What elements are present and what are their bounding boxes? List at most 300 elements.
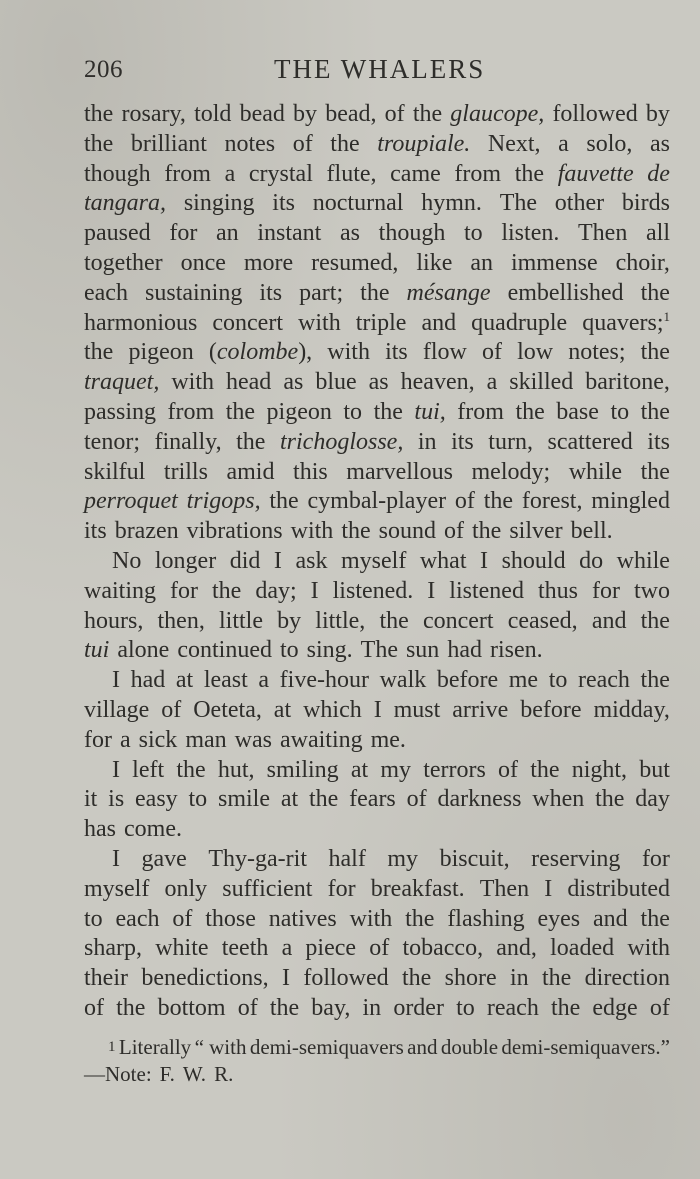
word: and: [593, 905, 628, 932]
word: immense: [510, 249, 598, 276]
word: for: [84, 726, 112, 753]
word: the: [515, 398, 545, 425]
word: double: [440, 1035, 499, 1059]
word: “ with: [194, 1035, 247, 1059]
word: of: [443, 518, 464, 545]
word: teeth: [221, 935, 269, 962]
word: thus: [537, 577, 578, 604]
word: to: [548, 667, 568, 694]
word: bead,: [325, 101, 377, 127]
word: my: [380, 756, 412, 783]
word: the: [116, 994, 146, 1021]
word: crystal: [248, 160, 313, 187]
word: like: [416, 249, 453, 276]
word: W.: [182, 1062, 207, 1086]
word: nocturnal: [312, 190, 404, 217]
text-line: [84, 696, 670, 726]
word: smiling: [266, 756, 339, 783]
word: the: [550, 994, 581, 1021]
word: the: [640, 667, 670, 694]
word: tobacco,: [402, 935, 484, 962]
text-line: [84, 875, 670, 905]
word: baritone,: [585, 369, 670, 396]
word: its: [451, 428, 474, 455]
word: the: [176, 756, 206, 783]
text-line: [84, 994, 670, 1024]
word: pigeon: [266, 398, 332, 425]
text-line: [84, 964, 670, 994]
word: bay,: [311, 994, 351, 1021]
word: smile: [218, 786, 270, 813]
word: my: [387, 845, 419, 872]
word: solo,: [586, 130, 633, 157]
word: walk: [379, 667, 427, 694]
word: in: [362, 994, 382, 1021]
word: of: [292, 130, 313, 157]
word: choir,: [615, 249, 670, 276]
footnote: [84, 1034, 670, 1088]
word: Literally: [118, 1035, 192, 1059]
word: only: [164, 875, 208, 902]
word: though: [84, 160, 151, 187]
word: listened.: [332, 577, 414, 604]
word: tui,: [414, 398, 446, 425]
word: its: [385, 339, 408, 366]
word: Then: [578, 220, 628, 247]
word: me.: [370, 726, 406, 753]
text-line: [84, 130, 670, 160]
word: an: [470, 249, 493, 276]
word: to: [84, 905, 103, 932]
word: biscuit,: [439, 845, 510, 872]
word: triple: [355, 309, 407, 336]
text-line: [84, 547, 670, 577]
footnote-line: [84, 1061, 670, 1088]
word: should: [501, 547, 566, 574]
word: tui: [84, 637, 110, 664]
word: skilful: [84, 458, 146, 485]
word: midday,: [593, 696, 670, 723]
word: troupiale.: [377, 130, 471, 157]
word: the: [211, 577, 242, 604]
word: vibrations: [186, 518, 283, 545]
word: listen.: [501, 220, 560, 247]
text-line: [84, 279, 670, 309]
word: with: [349, 905, 393, 932]
word: I: [310, 577, 319, 604]
word: the: [84, 130, 114, 157]
word: to: [610, 398, 630, 425]
text-line: [84, 249, 670, 279]
text-line: [84, 309, 670, 339]
word: and: [591, 607, 627, 634]
word: at: [273, 696, 292, 723]
word: cymbal-player: [307, 488, 447, 515]
word: left: [132, 756, 165, 783]
running-title: THE WHALERS: [274, 54, 486, 84]
word: breakfast.: [370, 875, 465, 902]
word: I: [112, 845, 120, 872]
word: brazen: [114, 518, 179, 545]
word: the: [225, 398, 256, 425]
word: melody;: [471, 458, 551, 485]
word: fauvette: [557, 160, 634, 187]
word: terrors: [423, 756, 486, 783]
word: —Note:: [84, 1062, 152, 1086]
word: to: [456, 994, 475, 1021]
word: its: [259, 279, 283, 306]
word: Then: [479, 875, 530, 902]
word: head: [226, 369, 272, 396]
text-line: [84, 905, 670, 935]
word: sound: [378, 518, 436, 545]
word: had: [130, 667, 166, 694]
word: the: [640, 339, 670, 366]
word: when: [532, 786, 585, 813]
word: was: [234, 726, 272, 753]
word: scattered: [547, 428, 633, 455]
word: its: [272, 190, 295, 217]
word: singing: [183, 190, 255, 217]
word: waiting: [84, 577, 156, 604]
word: The: [360, 637, 398, 664]
word: fears: [349, 786, 396, 813]
body-text: [84, 100, 670, 1024]
text-line: [84, 189, 670, 219]
text-line: [84, 219, 670, 249]
word: as: [339, 220, 360, 247]
word: of: [481, 339, 502, 366]
word: came: [390, 160, 441, 187]
word: risen.: [489, 637, 543, 664]
word: arrive: [452, 696, 509, 723]
word: in: [509, 965, 529, 992]
word: base: [556, 398, 599, 425]
word: is: [108, 786, 125, 813]
word: their: [84, 965, 128, 992]
word: while: [568, 458, 623, 485]
word: me: [508, 667, 539, 694]
footnote-number: 1: [108, 1039, 116, 1055]
word: before: [436, 667, 499, 694]
word: F.: [159, 1062, 175, 1086]
text-line: [84, 517, 670, 547]
word: village: [84, 696, 150, 723]
word: (colombe),: [208, 339, 313, 366]
word: flow: [422, 339, 467, 366]
word: least: [203, 667, 248, 694]
word: darkness: [437, 786, 522, 813]
word: an: [215, 220, 239, 247]
word: together: [84, 249, 163, 276]
word: de: [647, 160, 670, 187]
word: flute,: [326, 160, 377, 187]
word: [582, 309, 670, 339]
word: sick: [138, 726, 178, 753]
word: R.: [214, 1062, 234, 1086]
word: resumed,: [311, 249, 399, 276]
word: bead: [239, 101, 285, 127]
word: quavers;: [582, 309, 664, 336]
word: while: [616, 547, 670, 574]
word: had: [447, 637, 482, 664]
word: the: [640, 398, 670, 425]
word: The: [499, 190, 537, 217]
word: the: [269, 994, 300, 1021]
word: the: [236, 428, 266, 455]
footnote-marker: 1: [663, 308, 670, 324]
word: demi-semiquavers: [249, 1035, 404, 1059]
word: the: [360, 279, 390, 306]
word: tenor;: [84, 428, 140, 455]
word: it: [84, 786, 98, 813]
word: from: [167, 398, 215, 425]
word: two: [633, 577, 670, 604]
word: finally,: [154, 428, 222, 455]
word: longer: [154, 547, 217, 574]
word: reach: [577, 667, 630, 694]
word: continued: [177, 637, 272, 664]
word: tangara,: [84, 190, 167, 217]
word: Thy-ga-rit: [208, 845, 307, 872]
word: reserving: [531, 845, 621, 872]
word: turn,: [488, 428, 533, 455]
word: did: [229, 547, 261, 574]
word: the: [84, 339, 114, 366]
text-line: [84, 100, 670, 130]
word: quadruple: [471, 309, 568, 336]
word: for: [170, 577, 198, 604]
word: notes: [224, 130, 276, 157]
text-line: [84, 845, 670, 875]
text-line: [84, 666, 670, 696]
word: man: [185, 726, 227, 753]
word: white: [155, 935, 209, 962]
word: myself: [84, 875, 150, 902]
word: bell.: [570, 518, 613, 545]
word: those: [205, 905, 256, 932]
word: little,: [315, 607, 366, 634]
word: of: [649, 994, 670, 1021]
word: of: [406, 786, 427, 813]
word: gave: [141, 845, 187, 872]
word: of: [384, 101, 405, 127]
word: the: [514, 160, 545, 187]
word: and: [421, 309, 457, 336]
word: Next,: [487, 130, 541, 157]
word: the: [412, 101, 443, 127]
word: ask: [295, 547, 328, 574]
word: the: [542, 965, 572, 992]
word: has: [84, 816, 116, 843]
word: rosary,: [121, 101, 186, 127]
word: trills: [163, 458, 208, 485]
word: its: [84, 518, 107, 545]
running-head: [84, 52, 674, 88]
word: piece: [305, 935, 357, 962]
word: I: [480, 547, 489, 574]
word: I: [427, 577, 436, 604]
word: the: [405, 905, 435, 932]
word: before: [520, 696, 582, 723]
word: but: [639, 756, 670, 783]
word: a: [281, 935, 293, 962]
word: the: [471, 518, 502, 545]
word: heaven,: [400, 369, 475, 396]
word: bottom: [157, 994, 226, 1021]
text-line: [84, 577, 670, 607]
word: concert: [212, 309, 283, 336]
word: night,: [571, 756, 628, 783]
word: No: [112, 547, 142, 574]
word: hours,: [84, 607, 144, 634]
word: for: [641, 845, 670, 872]
word: edge: [592, 994, 638, 1021]
text-line: [84, 934, 670, 964]
word: mingled: [591, 488, 670, 515]
word: reach: [486, 994, 539, 1021]
word: day: [635, 786, 670, 813]
word: to: [279, 637, 299, 664]
word: the: [640, 905, 670, 932]
word: a: [258, 667, 270, 694]
word: to: [343, 398, 363, 425]
word: of: [84, 994, 104, 1021]
word: sing.: [306, 637, 353, 664]
word: part;: [299, 279, 344, 306]
word: mésange: [406, 279, 491, 306]
word: of: [498, 756, 519, 783]
word: from: [457, 398, 504, 425]
word: and,: [496, 935, 537, 962]
text-line: [84, 338, 670, 368]
word: instant: [257, 220, 322, 247]
word: hut,: [217, 756, 255, 783]
word: the: [640, 458, 670, 485]
word: the: [640, 607, 670, 634]
word: myself: [340, 547, 407, 574]
word: in: [417, 428, 437, 455]
word: the: [373, 398, 403, 425]
word: embellished: [507, 279, 624, 306]
text-line: [84, 726, 670, 756]
word: sun: [405, 637, 440, 664]
word: paused: [84, 220, 151, 247]
word: do: [579, 547, 604, 574]
word: natives: [268, 905, 337, 932]
word: five-hour: [279, 667, 369, 694]
word: followed: [552, 101, 638, 127]
word: with: [290, 518, 334, 545]
word: as: [283, 369, 304, 396]
word: I: [281, 965, 290, 992]
word: to: [464, 220, 483, 247]
word: by: [293, 101, 318, 127]
word: the: [401, 965, 432, 992]
text-line: [84, 636, 670, 666]
word: more: [243, 249, 294, 276]
word: the: [341, 518, 371, 545]
word: of: [161, 696, 182, 723]
word: direction: [584, 965, 670, 992]
word: silver: [509, 518, 563, 545]
word: come.: [124, 816, 182, 843]
word: for: [327, 875, 356, 902]
word: at: [175, 667, 194, 694]
text-line: [84, 368, 670, 398]
word: distributed: [567, 875, 670, 902]
text-line: [84, 398, 670, 428]
word: the: [308, 786, 339, 813]
word: of: [369, 935, 390, 962]
word: flashing: [447, 905, 525, 932]
word: half: [328, 845, 366, 872]
word: of: [237, 994, 258, 1021]
word: I: [373, 696, 382, 723]
word: passing: [84, 398, 156, 425]
word: must: [393, 696, 441, 723]
word: benedictions,: [141, 965, 269, 992]
word: I: [273, 547, 282, 574]
word: awaiting: [279, 726, 363, 753]
word: of: [172, 905, 193, 932]
word: trichoglosse,: [280, 428, 404, 455]
word: glaucope,: [450, 101, 545, 127]
text-line: [84, 160, 670, 190]
word: birds: [621, 190, 670, 217]
text-line: [84, 756, 670, 786]
word: easy: [135, 786, 178, 813]
text-line: [84, 785, 670, 815]
word: pigeon: [128, 339, 194, 366]
word: eyes: [537, 905, 581, 932]
word: little: [218, 607, 263, 634]
word: demi-semiquavers.”: [501, 1035, 670, 1059]
word: the: [595, 786, 625, 813]
word: this: [293, 458, 328, 485]
word: marvellous: [346, 458, 453, 485]
word: blue: [315, 369, 357, 396]
word: as: [368, 369, 389, 396]
word: the: [379, 607, 409, 634]
word: then,: [157, 607, 205, 634]
word: forest,: [521, 488, 583, 515]
word: day;: [255, 577, 297, 604]
text-line: [84, 428, 670, 458]
word: with: [327, 339, 370, 366]
word: the: [269, 488, 299, 515]
word: from: [164, 160, 211, 187]
word: harmonious: [84, 309, 198, 336]
word: I: [544, 875, 553, 902]
word: sustaining: [145, 279, 243, 306]
word: the: [640, 279, 670, 306]
word: by: [645, 101, 670, 127]
text-line: [84, 487, 670, 517]
word: loaded: [550, 935, 615, 962]
word: which: [303, 696, 362, 723]
word: once: [180, 249, 226, 276]
word: the: [330, 130, 360, 157]
word: sharp,: [84, 935, 142, 962]
word: by: [277, 607, 302, 634]
word: for: [169, 220, 198, 247]
word: its: [647, 428, 670, 455]
word: to: [188, 786, 208, 813]
word: with: [171, 369, 214, 396]
word: for: [591, 577, 620, 604]
word: and: [407, 1035, 438, 1059]
